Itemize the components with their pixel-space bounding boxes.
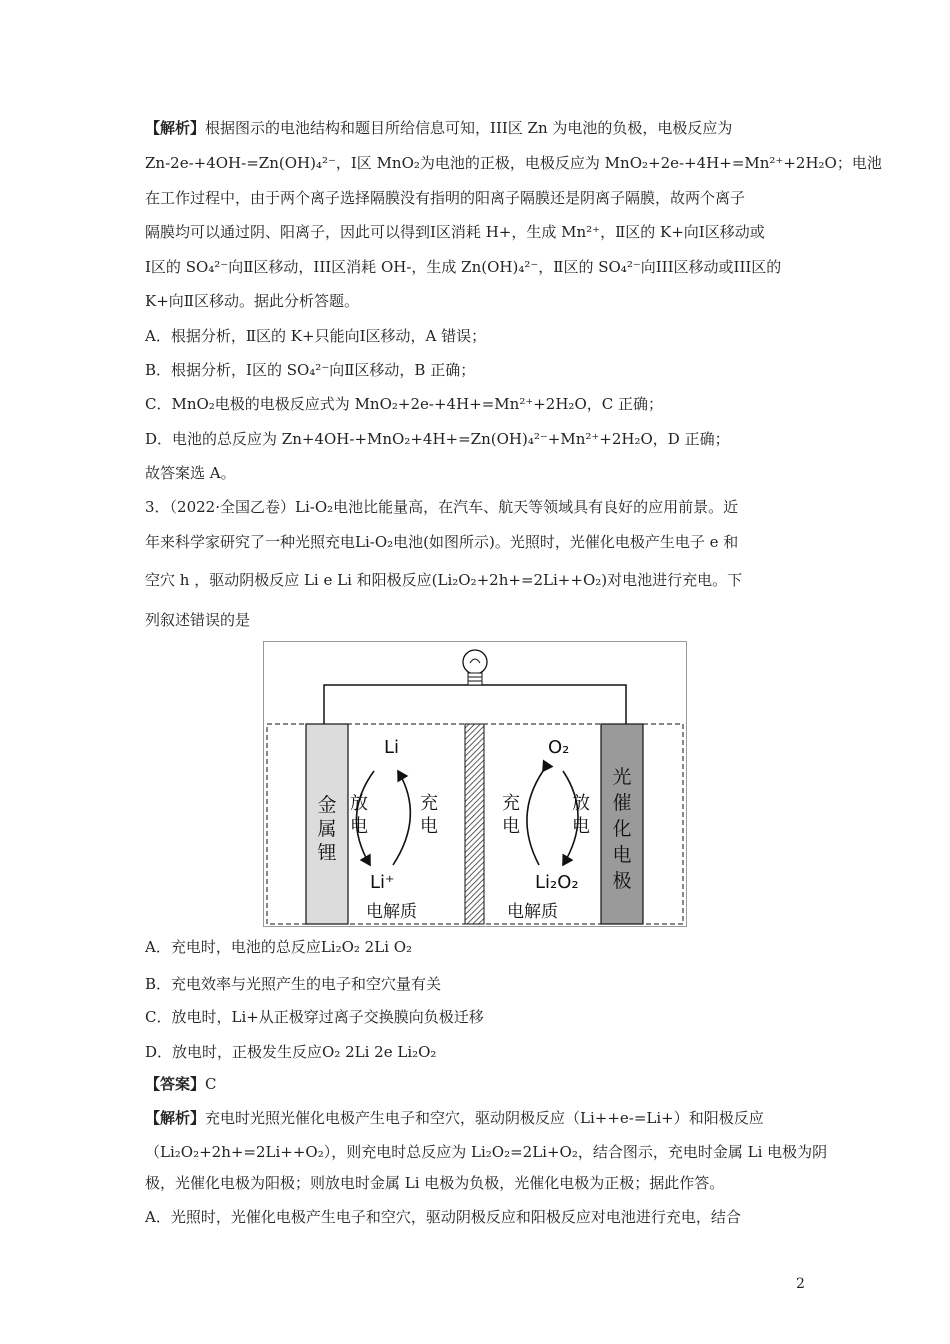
text-line <box>145 153 882 173</box>
text-line <box>145 463 236 483</box>
vertical-char: 锂 <box>317 842 337 864</box>
text-line <box>145 118 732 138</box>
line-text: A．光照时，光催化电极产生电子和空穴，驱动阴极反应和阳极反应对电池进行充电，结合 <box>145 1208 741 1226</box>
vertical-char: 放 <box>350 793 368 814</box>
text-line <box>145 532 738 552</box>
text-line <box>145 1142 827 1162</box>
text-line <box>145 497 738 517</box>
text-line <box>145 1007 484 1027</box>
vertical-char: 电 <box>612 844 632 866</box>
vertical-char: 电 <box>350 816 368 837</box>
text-line <box>145 394 663 414</box>
text-line <box>145 257 781 277</box>
section-marker: 【答案】 <box>145 1075 206 1093</box>
line-text: 充电时光照光催化电极产生电子和空穴，驱动阴极反应（Li++e-=Li+）和阳极反应 <box>205 1109 764 1127</box>
text-line <box>145 1074 217 1094</box>
right-bottom-species: Li₂O₂ <box>535 872 579 893</box>
text-line <box>145 188 745 208</box>
text-line <box>145 222 765 242</box>
text-line <box>145 1173 724 1193</box>
left-bottom-species: Li⁺ <box>370 872 395 893</box>
line-text: 隔膜均可以通过阴、阳离子，因此可以得到Ⅰ区消耗 H+，生成 Mn²⁺，Ⅱ区的 K+向Ⅰ区移动或 <box>145 223 765 241</box>
photocatalytic-electrode-label <box>612 766 631 892</box>
line-text: 3．（2022·全国乙卷）Li-O₂电池比能量高，在汽车、航天等领域具有良好的应用前景。近 <box>145 498 739 516</box>
vertical-char: 电 <box>420 816 438 837</box>
section-marker: 【解析】 <box>145 119 206 137</box>
text-line <box>145 291 359 311</box>
text-line <box>145 1108 764 1128</box>
line-text: 故答案选 A。 <box>145 464 236 482</box>
vertical-char: 充 <box>502 793 520 814</box>
text-line <box>145 610 250 630</box>
line-text: K+向Ⅱ区移动。据此分析答题。 <box>145 292 359 310</box>
line-text: B．充电效率与光照产生的电子和空穴量有关 <box>145 975 442 993</box>
line-text: C <box>205 1075 217 1093</box>
text-line <box>145 937 412 957</box>
electrolyte-right-label: 电解质 <box>507 902 558 922</box>
left-top-species: Li <box>384 737 400 758</box>
line-text: 在工作过程中，由于两个离子选择隔膜没有指明的阳离子隔膜还是阴离子隔膜，故两个离子 <box>145 189 746 207</box>
li-o2-battery-diagram <box>263 641 687 927</box>
right-top-species: O₂ <box>548 737 570 758</box>
text-line <box>145 360 475 380</box>
vertical-char: 电 <box>502 816 520 837</box>
text-line <box>145 1207 741 1227</box>
vertical-char: 金 <box>317 794 337 816</box>
vertical-char: 极 <box>612 870 632 892</box>
ion-exchange-membrane <box>465 724 484 924</box>
vertical-char: 光 <box>612 766 632 788</box>
vertical-char: 化 <box>612 818 632 840</box>
line-text: C．MnO₂电极的电极反应式为 MnO₂+2e-+4H+=Mn²⁺+2H₂O，C 正确； <box>145 395 663 413</box>
line-text: 年来科学家研究了一种光照充电Li-O₂电池(如图所示)。光照时，光催化电极产生电子 e 和 <box>145 533 739 551</box>
vertical-char: 充 <box>420 793 438 814</box>
line-text: 极，光催化电极为阳极；则放电时金属 Li 电极为负极，光催化电极为正极；据此作答。 <box>145 1174 725 1192</box>
text-line <box>145 326 486 346</box>
line-text: A．根据分析，Ⅱ区的 K+只能向Ⅰ区移动，A 错误； <box>145 327 487 345</box>
line-text: B．根据分析，Ⅰ区的 SO₄²⁻向Ⅱ区移动，B 正确； <box>145 361 476 379</box>
text-line <box>145 429 730 449</box>
vertical-char: 属 <box>317 818 337 840</box>
line-text: A．充电时，电池的总反应Li₂O₂ 2Li O₂ <box>145 938 413 956</box>
vertical-char: 催 <box>612 792 632 814</box>
section-marker: 【解析】 <box>145 1109 206 1127</box>
lithium-electrode-label <box>317 794 336 864</box>
line-text: 空穴 h ，驱动阴极反应 Li e Li 和阳极反应(Li₂O₂+2h+=2Li++O₂)对电池进行充电。下 <box>145 571 743 589</box>
line-text: D．电池的总反应为 Zn+4OH-+MnO₂+4H+=Zn(OH)₄²⁻+Mn²⁺+2H₂O，D 正确； <box>145 430 730 448</box>
text-line <box>145 974 441 994</box>
electrolyte-left-label: 电解质 <box>366 902 417 922</box>
text-line <box>145 1042 436 1062</box>
page-number: 2 <box>796 1276 805 1292</box>
vertical-char: 电 <box>572 816 590 837</box>
line-text: C．放电时，Li+从正极穿过离子交换膜向负极迁移 <box>145 1008 484 1026</box>
line-text: Zn-2e-+4OH-=Zn(OH)₄²⁻，Ⅰ区 MnO₂为电池的正极，电极反应为 MnO₂+2e-+4H+=Mn²⁺+2H₂O；电池 <box>145 154 882 172</box>
line-text: 根据图示的电池结构和题目所给信息可知，III区 Zn 为电池的负极，电极反应为 <box>205 119 733 137</box>
line-text: 列叙述错误的是 <box>145 611 251 629</box>
text-line <box>145 570 742 590</box>
line-text: Ⅰ区的 SO₄²⁻向Ⅱ区移动，III区消耗 OH-，生成 Zn(OH)₄²⁻，Ⅱ区的 SO₄²⁻向III区移动或III区的 <box>145 258 782 276</box>
line-text: D．放电时，正极发生反应O₂ 2Li 2e Li₂O₂ <box>145 1043 437 1061</box>
line-text: （Li₂O₂+2h+=2Li++O₂），则充电时总反应为 Li₂O₂=2Li+O₂，结合图示，充电时金属 Li 电极为阴 <box>145 1143 828 1161</box>
vertical-char: 放 <box>572 793 590 814</box>
